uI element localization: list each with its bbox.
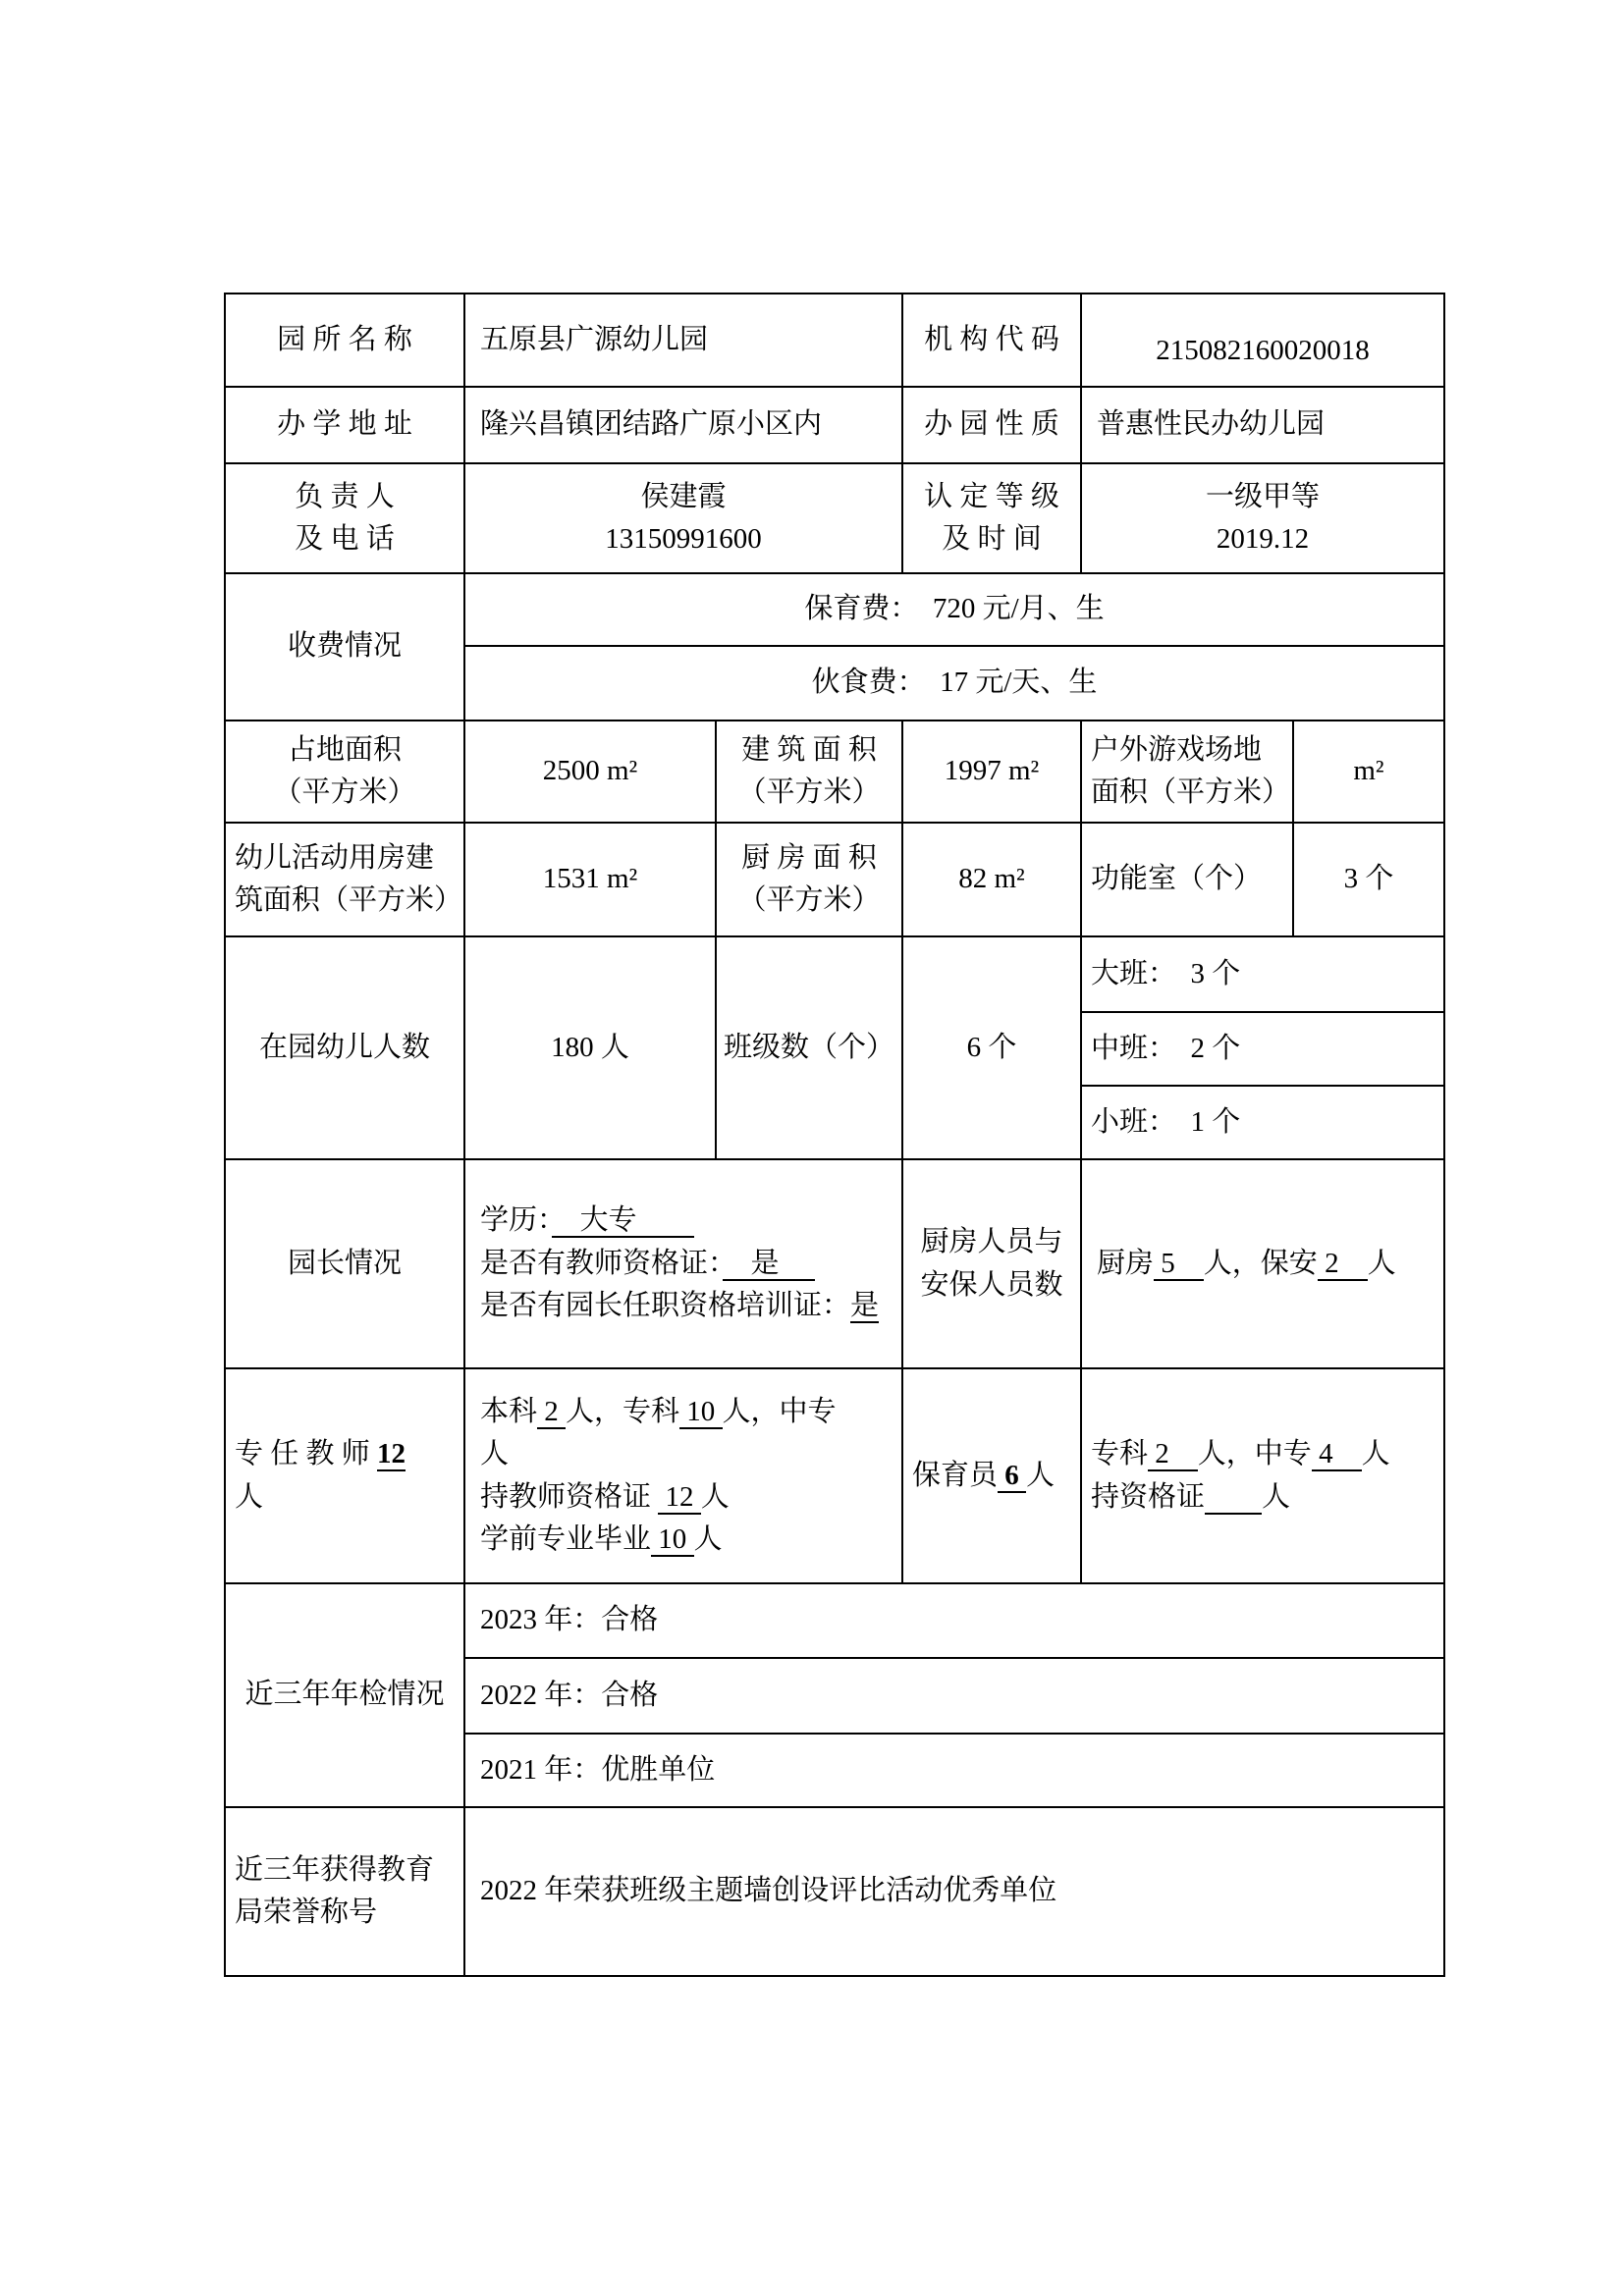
teachers-major-line: 学前专业毕业 10 人 [480, 1523, 723, 1555]
principal-info-detail [464, 1159, 902, 1368]
grade-value: 一级甲等 [1206, 480, 1321, 512]
org-code-label: 机 构 代 码 [902, 294, 1081, 387]
head-name: 侯建霞 [640, 480, 727, 512]
grade-label-line1: 认 定 等 级 [924, 480, 1059, 512]
kitchen-area-label [716, 823, 902, 936]
address-value: 隆兴昌镇团结路广原小区内 [464, 387, 902, 463]
outdoor-area-label [1081, 721, 1293, 823]
class-count-value: 6 个 [902, 936, 1081, 1159]
principal-education-line: 学历： 大专 [480, 1204, 694, 1237]
grade-time: 2019.12 [1216, 523, 1310, 555]
activity-area-value: 1531 m² [464, 823, 716, 936]
building-area-label-line1: 建 筑 面 积 [741, 733, 877, 766]
childcare-fee-value: 保育费： 720 元/月、生 [464, 573, 1444, 646]
kitchen-area-label-line1: 厨 房 面 积 [741, 841, 877, 874]
honors-label-line1: 近三年获得教育 [235, 1853, 435, 1886]
head-label-line2: 及 电 话 [295, 523, 395, 555]
honors-label [225, 1807, 464, 1976]
kitchen-area-label-line2: （平方米） [737, 884, 881, 916]
head-label-line1: 负 责 人 [295, 480, 395, 512]
building-area-value: 1997 m² [902, 721, 1081, 823]
address-label: 办 学 地 址 [225, 387, 464, 463]
principal-training-cert-line: 是否有园长任职资格培训证：是 [480, 1290, 880, 1322]
class-senior-row: 大班： 3 个 [1081, 936, 1444, 1012]
inspection-2021-row: 2021 年：优胜单位 [464, 1734, 1444, 1807]
nature-label: 办 园 性 质 [902, 387, 1081, 463]
head-phone: 13150991600 [605, 523, 762, 555]
inspection-label: 近三年年检情况 [225, 1583, 464, 1807]
outdoor-area-value: m² [1293, 721, 1444, 823]
nature-value: 普惠性民办幼儿园 [1081, 387, 1444, 463]
nurses-detail [1081, 1368, 1444, 1583]
kitchen-security-label-line2: 安保人员数 [920, 1268, 1063, 1301]
outdoor-area-label-line2: 面积（平方米） [1091, 776, 1291, 808]
grade-time-label [902, 463, 1081, 573]
org-code-value: 215082160020018 [1081, 294, 1444, 387]
nurses-cert-line: 持资格证 人 [1091, 1480, 1291, 1513]
activity-area-label [225, 823, 464, 936]
building-area-label [716, 721, 902, 823]
land-area-label-line1: 占地面积 [287, 733, 402, 766]
teachers-label-line1: 专 任 教 师 12 [235, 1438, 406, 1469]
kitchen-security-value: 厨房 5 人，保安 2 人 [1081, 1159, 1444, 1368]
land-area-label-line2: （平方米） [273, 776, 416, 808]
kitchen-security-label [902, 1159, 1081, 1368]
grade-time-value [1081, 463, 1444, 573]
meal-fee-value: 伙食费： 17 元/天、生 [464, 646, 1444, 721]
kindergarten-info-form [224, 293, 1445, 1977]
teachers-degree-wrap-line: 人 [480, 1438, 510, 1469]
nurses-degree-line: 专科 2 人，中专 4 人 [1091, 1438, 1390, 1469]
head-phone-value [464, 463, 902, 573]
honors-value: 2022 年荣获班级主题墙创设评比活动优秀单位 [464, 1807, 1444, 1976]
principal-info-label: 园长情况 [225, 1159, 464, 1368]
fees-label: 收费情况 [225, 573, 464, 721]
activity-area-label-line2: 筑面积（平方米） [235, 884, 463, 916]
outdoor-area-label-line1: 户外游戏场地 [1091, 733, 1263, 766]
head-phone-label [225, 463, 464, 573]
inspection-2023-row: 2023 年：合格 [464, 1583, 1444, 1658]
nurses-label: 保育员 6 人 [902, 1368, 1081, 1583]
kitchen-security-label-line1: 厨房人员与 [920, 1226, 1063, 1257]
honors-label-line2: 局荣誉称号 [235, 1896, 378, 1928]
kindergarten-name-label: 园 所 名 称 [225, 294, 464, 387]
teachers-degree-line: 本科 2 人，专科 10 人，中专 [480, 1395, 837, 1427]
land-area-label [225, 721, 464, 823]
principal-teacher-cert-line: 是否有教师资格证： 是 [480, 1247, 815, 1279]
building-area-label-line2: （平方米） [737, 776, 881, 808]
teachers-cert-line: 持教师资格证 12 人 [480, 1480, 730, 1513]
teachers-label-line2: 人 [235, 1480, 264, 1513]
class-middle-row: 中班： 2 个 [1081, 1012, 1444, 1086]
enrollment-count: 180 人 [464, 936, 716, 1159]
kitchen-area-value: 82 m² [902, 823, 1081, 936]
function-rooms-value: 3 个 [1293, 823, 1444, 936]
kindergarten-name-value: 五原县广源幼儿园 [464, 294, 902, 387]
function-rooms-label: 功能室（个） [1081, 823, 1293, 936]
land-area-value: 2500 m² [464, 721, 716, 823]
enrollment-label: 在园幼儿人数 [225, 936, 464, 1159]
class-count-label: 班级数（个） [716, 936, 902, 1159]
grade-label-line2: 及 时 间 [942, 523, 1042, 555]
class-junior-row: 小班： 1 个 [1081, 1086, 1444, 1159]
teachers-label [225, 1368, 464, 1583]
activity-area-label-line1: 幼儿活动用房建 [235, 841, 435, 874]
teachers-detail [464, 1368, 902, 1583]
inspection-2022-row: 2022 年：合格 [464, 1658, 1444, 1734]
